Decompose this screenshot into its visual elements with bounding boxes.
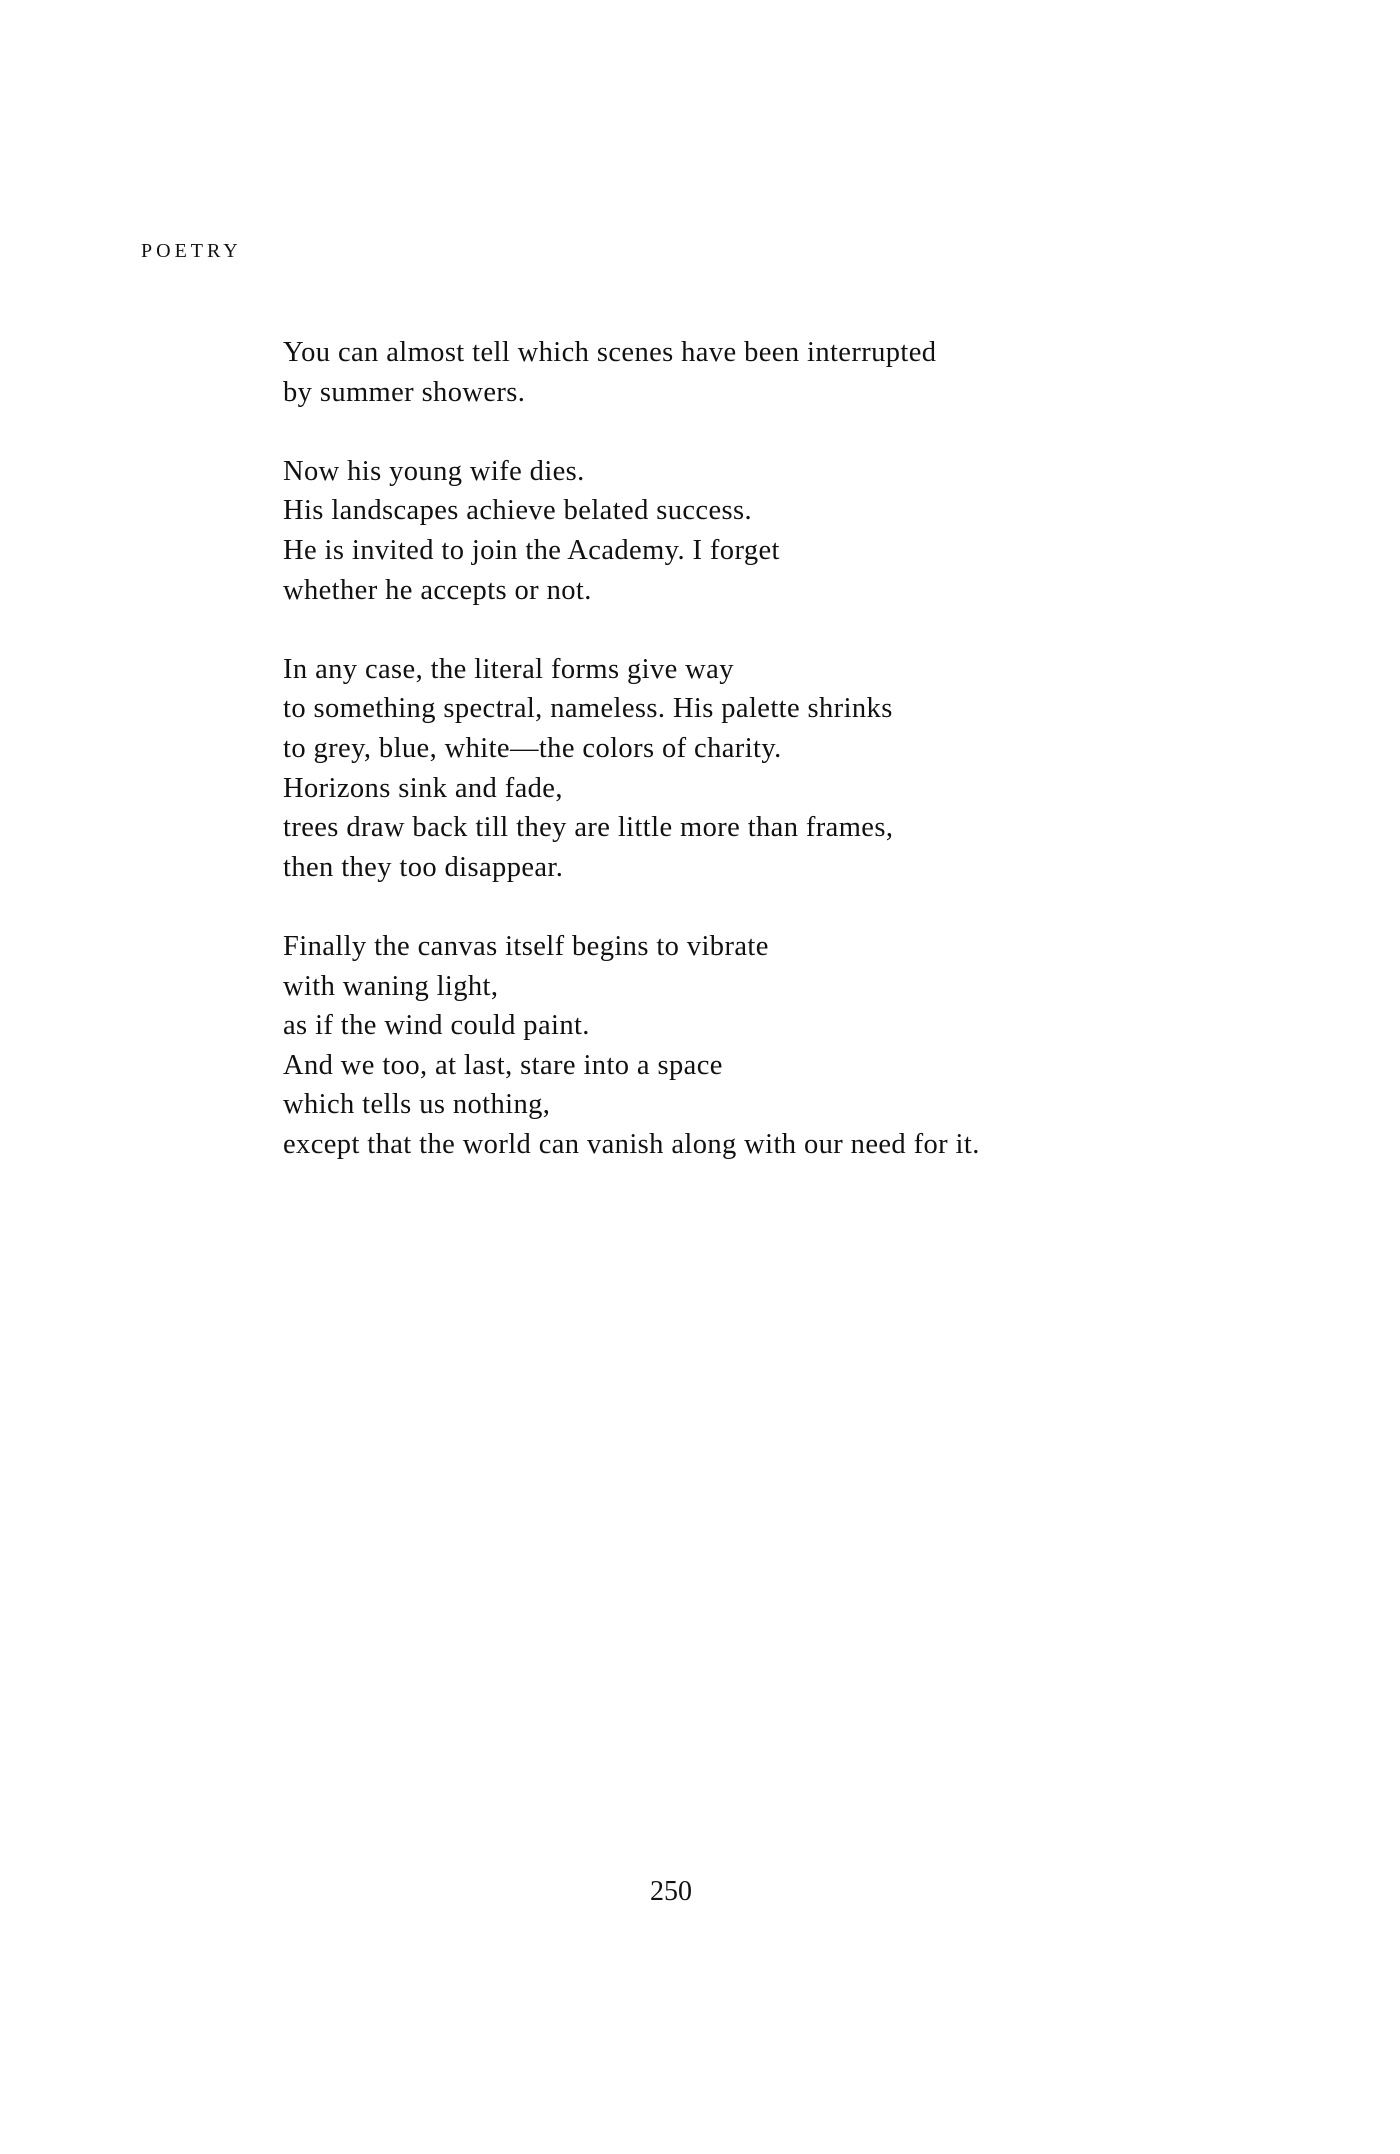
poem-line: His landscapes achieve belated success. xyxy=(283,495,753,527)
poem-line: Horizons sink and fade, xyxy=(283,772,563,804)
poem-line: to something spectral, nameless. His palette shrinks xyxy=(283,693,893,725)
poem-line: He is invited to join the Academy. I forget xyxy=(283,534,780,566)
poem-line: by summer showers. xyxy=(283,376,526,408)
poem-line: whether he accepts or not. xyxy=(283,574,592,606)
poem-line: then they too disappear. xyxy=(283,851,564,883)
page-number: 250 xyxy=(650,1876,692,1907)
poem-line: Now his young wife dies. xyxy=(283,455,585,487)
poem-line: In any case, the literal forms give way xyxy=(283,653,734,685)
poem-line: which tells us nothing, xyxy=(283,1089,551,1121)
poem-line: to grey, blue, white—the colors of charity. xyxy=(283,732,782,764)
poem-line: trees draw back till they are little more than frames, xyxy=(283,812,894,844)
stanza-break xyxy=(283,610,980,650)
stanza-break xyxy=(283,887,980,927)
poem-line: Finally the canvas itself begins to vibrate xyxy=(283,930,769,962)
poem-line: with waning light, xyxy=(283,970,499,1002)
poem-line: as if the wind could paint. xyxy=(283,1010,590,1042)
running-header: POETRY xyxy=(141,240,242,262)
poem-line: You can almost tell which scenes have been interrupted xyxy=(283,337,937,368)
poem-line: And we too, at last, stare into a space xyxy=(283,1049,723,1081)
stanza-break xyxy=(283,412,980,452)
poem-body xyxy=(283,333,980,1164)
poem-line: except that the world can vanish along with our need for it. xyxy=(283,1128,980,1160)
